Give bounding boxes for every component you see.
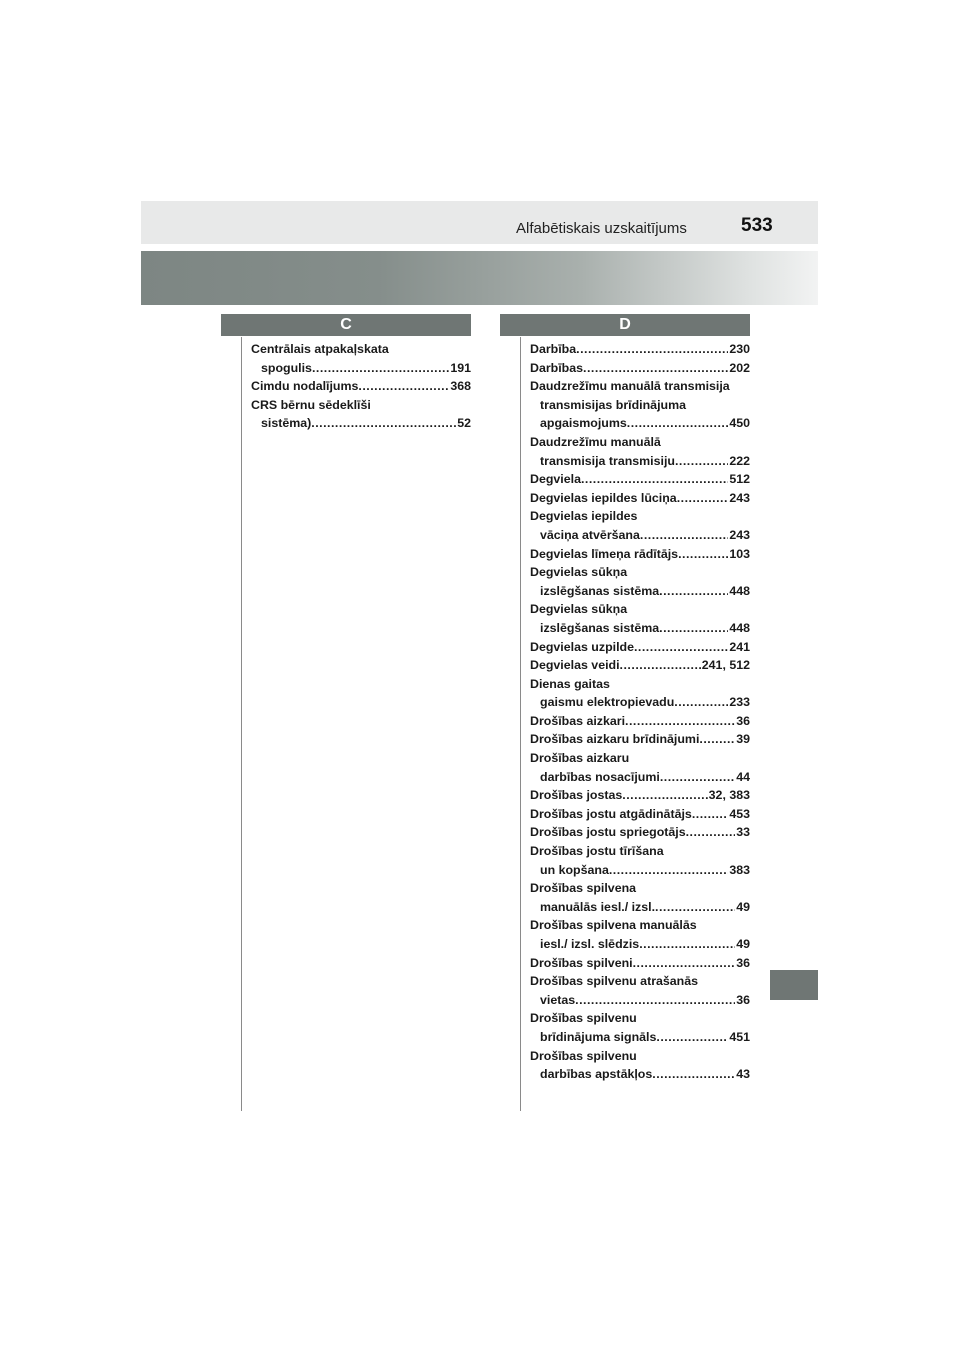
dot-leader bbox=[627, 414, 729, 433]
dot-leader bbox=[692, 805, 729, 824]
entry-line bbox=[530, 935, 750, 954]
entry-term: Centrālais atpakaļskata bbox=[251, 342, 389, 356]
entry-term: Degvielas uzpilde bbox=[530, 639, 634, 654]
dot-leader bbox=[576, 340, 728, 359]
entry-line bbox=[530, 656, 750, 675]
entry-line bbox=[530, 414, 750, 433]
entry-page-ref: 36 bbox=[736, 992, 750, 1007]
entry-line bbox=[530, 359, 750, 378]
dot-leader bbox=[655, 898, 735, 917]
entry-term: izslēgšanas sistēma bbox=[540, 583, 660, 598]
column-divider-right bbox=[520, 337, 521, 1111]
entry-page-ref: 222 bbox=[729, 453, 750, 468]
entry-page-ref: 241 bbox=[729, 639, 750, 654]
entry-page-ref: 448 bbox=[729, 620, 750, 635]
entry-page-ref: 49 bbox=[736, 899, 750, 914]
entry-term: Degvielas sūkņa bbox=[530, 565, 628, 580]
index-entry bbox=[530, 879, 750, 916]
entry-line bbox=[530, 842, 750, 861]
entry-page-ref: 233 bbox=[729, 695, 750, 710]
entry-line bbox=[530, 433, 750, 452]
entry-page-ref: 36 bbox=[736, 955, 750, 970]
entry-term: Degvielas iepildes bbox=[530, 509, 638, 524]
entry-term: CRS bērnu sēdeklīši bbox=[251, 397, 371, 412]
header-bar bbox=[141, 201, 818, 244]
index-entry bbox=[530, 600, 750, 637]
index-column-d bbox=[530, 340, 750, 1084]
entry-page-ref: 43 bbox=[736, 1067, 750, 1082]
entry-line bbox=[251, 396, 471, 415]
entry-line bbox=[251, 377, 471, 396]
entry-term: Degvielas sūkņa bbox=[530, 602, 628, 617]
entry-page-ref: 32, 383 bbox=[708, 788, 750, 803]
entry-line bbox=[530, 619, 750, 638]
index-entry bbox=[530, 545, 750, 564]
page-title: Alfabētiskais uzskaitījums bbox=[516, 220, 687, 237]
index-entry bbox=[530, 675, 750, 712]
entry-term: Drošības jostu tīrīšana bbox=[530, 844, 664, 859]
entry-term: Drošības aizkari bbox=[530, 713, 626, 728]
entry-line bbox=[530, 898, 750, 917]
index-entry bbox=[530, 656, 750, 675]
dot-leader bbox=[659, 619, 728, 638]
entry-term: Drošības spilvenu bbox=[530, 1048, 637, 1063]
index-entry bbox=[530, 823, 750, 842]
entry-term: darbības apstākļos bbox=[540, 1067, 653, 1082]
entry-line bbox=[530, 991, 750, 1010]
entry-term: Degviela bbox=[530, 472, 581, 487]
entry-term: Drošības spilvena manuālās bbox=[530, 918, 697, 933]
dot-leader bbox=[633, 954, 736, 973]
entry-term: spogulis bbox=[261, 360, 312, 375]
entry-line bbox=[530, 1065, 750, 1084]
entry-page-ref: 383 bbox=[729, 862, 750, 877]
dot-leader bbox=[575, 991, 735, 1010]
index-entry bbox=[251, 377, 471, 396]
entry-line bbox=[530, 526, 750, 545]
index-entry bbox=[530, 470, 750, 489]
entry-line bbox=[530, 693, 750, 712]
entry-page-ref: 39 bbox=[736, 732, 750, 747]
entry-line bbox=[530, 545, 750, 564]
dot-leader bbox=[639, 935, 735, 954]
entry-line bbox=[530, 340, 750, 359]
dot-leader bbox=[625, 712, 735, 731]
entry-line bbox=[530, 563, 750, 582]
entry-page-ref: 241, 512 bbox=[701, 658, 750, 673]
index-entry bbox=[530, 954, 750, 973]
dot-leader bbox=[675, 452, 728, 471]
dot-leader bbox=[311, 414, 456, 433]
entry-page-ref: 243 bbox=[729, 490, 750, 505]
entry-line bbox=[530, 1009, 750, 1028]
entry-term: Degvielas veidi bbox=[530, 658, 620, 673]
entry-line bbox=[251, 340, 471, 359]
entry-line bbox=[530, 730, 750, 749]
page-number: 533 bbox=[741, 215, 773, 236]
entry-page-ref: 243 bbox=[729, 527, 750, 542]
entry-term: izslēgšanas sistēma bbox=[540, 620, 660, 635]
entry-term: sistēma) bbox=[261, 416, 312, 431]
entry-term: Degvielas iepildes lūciņa bbox=[530, 490, 677, 505]
entry-term: Drošības aizkaru brīdinājumi bbox=[530, 732, 700, 747]
entry-term: Drošības spilveni bbox=[530, 955, 633, 970]
index-entry bbox=[530, 563, 750, 600]
entry-term: vāciņa atvēršana bbox=[540, 527, 640, 542]
dot-leader bbox=[699, 730, 735, 749]
index-entry bbox=[530, 972, 750, 1009]
entry-term: Cimdu nodalījums bbox=[251, 379, 359, 394]
entry-page-ref: 451 bbox=[729, 1029, 750, 1044]
entry-page-ref: 368 bbox=[450, 379, 471, 394]
entry-line bbox=[530, 507, 750, 526]
entry-term: Daudzrežīmu manuālā transmisija bbox=[530, 379, 730, 394]
entry-line bbox=[530, 749, 750, 768]
entry-page-ref: 49 bbox=[736, 937, 750, 951]
dot-leader bbox=[620, 656, 701, 675]
entry-term: iesl./ izsl. slēdzis bbox=[540, 937, 640, 951]
header-gradient-band bbox=[141, 251, 818, 305]
entry-line bbox=[530, 972, 750, 991]
section-header-c: C bbox=[221, 314, 471, 336]
entry-term: apgaismojums bbox=[540, 416, 627, 431]
dot-leader bbox=[677, 489, 729, 508]
index-entry bbox=[530, 712, 750, 731]
entry-term: transmisijas brīdinājuma bbox=[540, 397, 686, 412]
dot-leader bbox=[660, 768, 735, 787]
entry-line bbox=[530, 396, 750, 415]
chapter-thumb-tab bbox=[770, 970, 818, 1000]
entry-line bbox=[530, 675, 750, 694]
entry-line bbox=[530, 786, 750, 805]
column-divider-left bbox=[241, 337, 242, 1111]
entry-line bbox=[251, 414, 471, 433]
entry-term: un kopšana bbox=[540, 862, 609, 877]
entry-line bbox=[530, 638, 750, 657]
entry-line bbox=[530, 600, 750, 619]
dot-leader bbox=[583, 359, 728, 378]
index-entry bbox=[530, 340, 750, 359]
entry-term: Drošības jostu spriegotājs bbox=[530, 825, 686, 840]
index-entry bbox=[530, 1047, 750, 1084]
entry-line bbox=[530, 916, 750, 935]
dot-leader bbox=[358, 377, 449, 396]
entry-page-ref: 33 bbox=[736, 825, 750, 840]
index-entry bbox=[530, 842, 750, 879]
index-entry bbox=[530, 805, 750, 824]
dot-leader bbox=[634, 638, 728, 657]
index-entry bbox=[530, 1009, 750, 1046]
entry-term: transmisija transmisiju bbox=[540, 453, 675, 468]
entry-term: Darbība bbox=[530, 342, 577, 356]
entry-page-ref: 453 bbox=[729, 806, 750, 821]
dot-leader bbox=[674, 693, 728, 712]
entry-page-ref: 450 bbox=[729, 416, 750, 431]
entry-term: Daudzrežīmu manuālā bbox=[530, 434, 661, 449]
index-entry bbox=[530, 749, 750, 786]
index-entry bbox=[530, 638, 750, 657]
entry-term: Drošības spilvenu bbox=[530, 1011, 637, 1026]
entry-term: Darbības bbox=[530, 360, 584, 375]
entry-line bbox=[530, 823, 750, 842]
entry-line bbox=[530, 1028, 750, 1047]
entry-line bbox=[530, 861, 750, 880]
dot-leader bbox=[656, 1028, 728, 1047]
dot-leader bbox=[659, 582, 728, 601]
dot-leader bbox=[609, 861, 728, 880]
index-entry bbox=[530, 730, 750, 749]
entry-term: brīdinājuma signāls bbox=[540, 1029, 657, 1044]
entry-page-ref: 202 bbox=[729, 360, 750, 375]
index-entry bbox=[530, 489, 750, 508]
entry-line bbox=[530, 489, 750, 508]
dot-leader bbox=[312, 359, 449, 378]
entry-page-ref: 448 bbox=[729, 583, 750, 598]
section-header-d: D bbox=[500, 314, 750, 336]
entry-page-ref: 36 bbox=[736, 713, 750, 728]
index-entry bbox=[251, 340, 471, 377]
entry-page-ref: 52 bbox=[457, 416, 471, 431]
index-entry bbox=[530, 359, 750, 378]
entry-term: manuālās iesl./ izsl. bbox=[540, 899, 656, 914]
entry-line bbox=[530, 452, 750, 471]
entry-line bbox=[530, 768, 750, 787]
entry-term: Drošības jostu atgādinātājs bbox=[530, 806, 692, 821]
entry-term: Drošības jostas bbox=[530, 788, 623, 803]
entry-page-ref: 44 bbox=[736, 769, 750, 784]
dot-leader bbox=[640, 526, 728, 545]
entry-term: Degvielas līmeņa rādītājs bbox=[530, 546, 679, 561]
entry-term: Dienas gaitas bbox=[530, 676, 610, 691]
entry-page-ref: 512 bbox=[729, 472, 750, 487]
entry-page-ref: 103 bbox=[729, 546, 750, 561]
entry-line bbox=[251, 359, 471, 378]
dot-leader bbox=[678, 545, 728, 564]
entry-term: vietas bbox=[540, 992, 576, 1007]
index-entry bbox=[530, 507, 750, 544]
entry-line bbox=[530, 805, 750, 824]
dot-leader bbox=[622, 786, 707, 805]
index-column-c bbox=[251, 340, 471, 433]
entry-line bbox=[530, 712, 750, 731]
entry-line bbox=[530, 470, 750, 489]
dot-leader bbox=[581, 470, 728, 489]
entry-page-ref: 191 bbox=[450, 360, 471, 375]
entry-page-ref: 230 bbox=[729, 342, 750, 356]
entry-line bbox=[530, 377, 750, 396]
index-entry bbox=[530, 916, 750, 953]
index-entry bbox=[530, 433, 750, 470]
entry-line bbox=[530, 582, 750, 601]
dot-leader bbox=[652, 1065, 735, 1084]
index-entry bbox=[530, 786, 750, 805]
dot-leader bbox=[686, 823, 736, 842]
entry-term: Drošības aizkaru bbox=[530, 751, 630, 766]
index-entry bbox=[530, 377, 750, 433]
entry-term: Drošības spilvenu atrašanās bbox=[530, 974, 699, 989]
entry-line bbox=[530, 879, 750, 898]
entry-term: gaismu elektropievadu bbox=[540, 695, 675, 710]
index-entry bbox=[251, 396, 471, 433]
entry-term: Drošības spilvena bbox=[530, 881, 637, 896]
entry-term: darbības nosacījumi bbox=[540, 769, 660, 784]
entry-line bbox=[530, 954, 750, 973]
entry-line bbox=[530, 1047, 750, 1066]
